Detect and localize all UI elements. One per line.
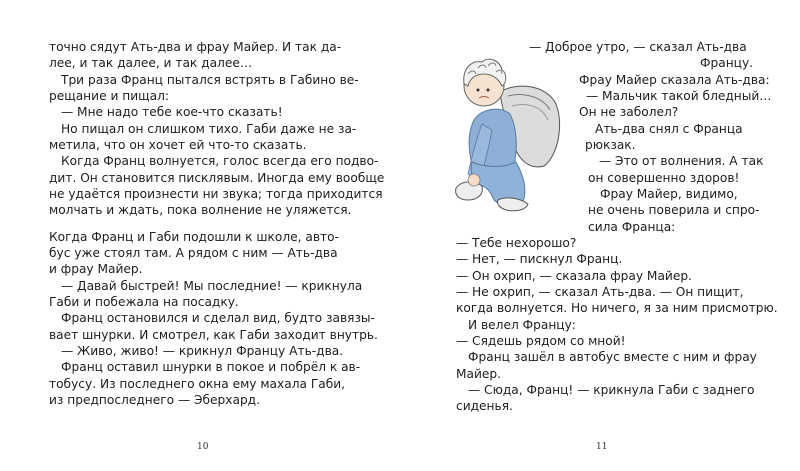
text-line: Когда Франц волнуется, голос всегда его подво- xyxy=(61,154,379,169)
text-line: Он не заболел? xyxy=(579,105,679,120)
text-line: — Доброе утро, — сказал Ать-два xyxy=(529,40,747,54)
text-line: он совершенно здоров! xyxy=(588,170,740,185)
text-line: Но пищал он слишком тихо. Габи даже не за- xyxy=(61,121,357,136)
text-line: — Давай быстрей! Мы последние! — крикнула xyxy=(61,278,363,293)
text-line: дит. Он становится писклявым. Иногда ему вообще xyxy=(49,170,385,185)
text-line: — Мальчик такой бледный… xyxy=(586,88,772,103)
page-number: 10 xyxy=(197,442,209,452)
text-line: вает шнурки. И смотрел, как Габи заходит внутрь. xyxy=(49,327,378,342)
text-line: когда волнуется. Но ничего, я за ним присмотрю. xyxy=(456,301,778,316)
text-line: молчать и ждать, пока волнение не уляжется. xyxy=(49,203,352,218)
text-line: — Не охрип, — сказал Ать-два. — Он пищит, xyxy=(456,284,744,299)
text-line: метила, что он хочет ей что-то сказать. xyxy=(49,137,307,152)
text-line: Когда Франц и Габи подошли к школе, авто- xyxy=(49,229,340,244)
text-line: — Сядешь рядом со мной! xyxy=(456,333,626,348)
text-line: — Сюда, Франц! — крикнула Габи с заднего xyxy=(468,382,755,397)
text-line: Габи и побежала на посадку. xyxy=(49,294,239,309)
text-line: рещание и пищал: xyxy=(49,88,169,103)
text-line: рюкзак. xyxy=(585,137,636,152)
text-line: Франц оставил шнурки в покое и побрёл к ав- xyxy=(61,360,361,375)
text-line: бус уже стоял там. А рядом с ним — Ать-два xyxy=(49,245,338,260)
text-line: — Живо, живо! — крикнул Францу Ать-два. xyxy=(61,343,344,358)
text-line: точно сядут Ать-два и фрау Майер. И так да- xyxy=(49,40,342,54)
text-line: лее, и так далее, и так далее… xyxy=(49,56,253,71)
text-line: — Нет, — пискнул Франц. xyxy=(456,252,623,267)
page-number: 11 xyxy=(596,442,608,452)
text-line: Франц зашёл в автобус вместе с ним и фрау xyxy=(468,350,757,365)
text-line: сила Франца: xyxy=(588,219,676,234)
text-line: и фрау Майер. xyxy=(49,262,143,277)
text-line: Фрау Майер, видимо, xyxy=(600,186,738,201)
text-line: И велел Францу: xyxy=(468,317,576,332)
text-line: Францу. xyxy=(700,56,754,71)
text-line: — Тебе нехорошо? xyxy=(456,235,577,250)
text-line: Ать-два снял с Франца xyxy=(595,121,743,136)
text-line: Три раза Франц пытался встрять в Габино ве- xyxy=(61,72,359,87)
text-line: из предпоследнего — Эберхард. xyxy=(49,392,260,407)
boy-with-backpack-icon xyxy=(438,44,570,216)
text-line: Франц остановился и сделал вид, будто завязы- xyxy=(61,311,375,326)
text-line: Майер. xyxy=(456,366,502,381)
text-line: не очень поверила и спро- xyxy=(588,203,760,218)
text-line: — Он охрип, — сказала фрау Майер. xyxy=(456,268,692,283)
text-line: — Мне надо тебе кое-что сказать! xyxy=(61,105,283,120)
text-line: — Это от волнения. А так xyxy=(599,154,764,169)
text-line: не удаётся произнести ни звука; тогда приходится xyxy=(49,186,383,201)
text-line: тобусу. Из последнего окна ему махала Габи, xyxy=(49,376,346,391)
right-page xyxy=(400,0,800,471)
text-line: сиденья. xyxy=(456,399,513,414)
text-line: Фрау Майер сказала Ать-два: xyxy=(579,72,770,87)
